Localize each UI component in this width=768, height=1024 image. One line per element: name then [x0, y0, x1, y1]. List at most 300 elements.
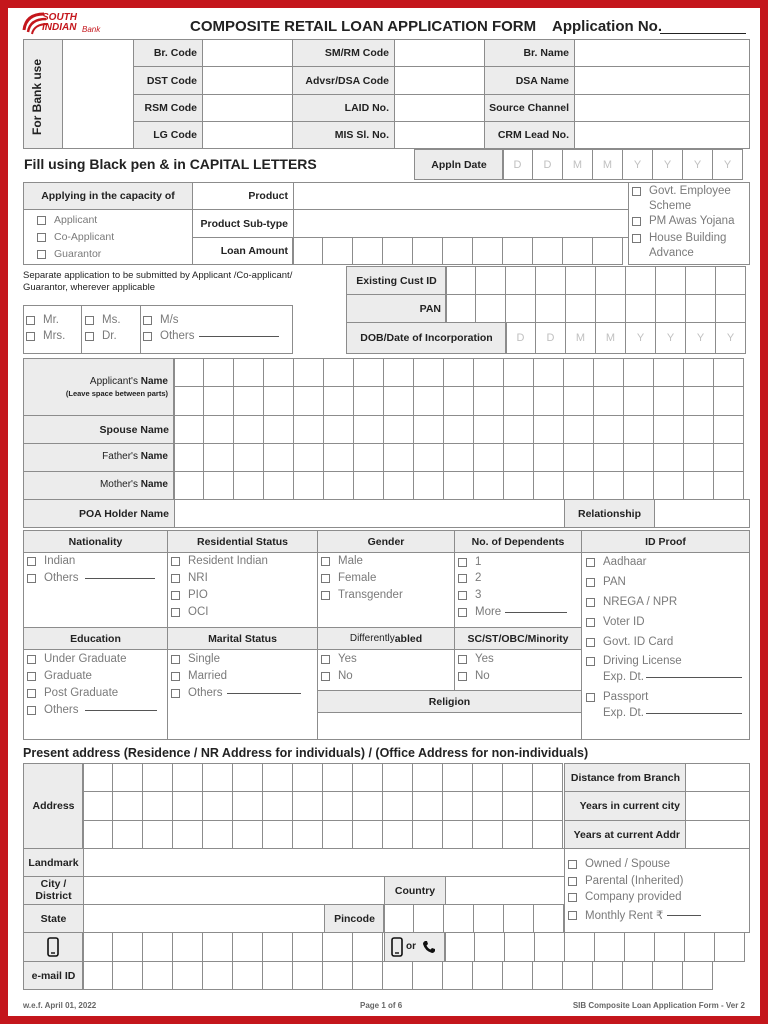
char-box[interactable] — [533, 358, 564, 387]
char-box[interactable] — [322, 961, 353, 990]
checkbox[interactable] — [586, 657, 595, 666]
char-box[interactable] — [112, 763, 143, 792]
char-box[interactable] — [505, 266, 536, 295]
char-box[interactable] — [203, 443, 234, 472]
char-box[interactable] — [173, 386, 204, 416]
char-box[interactable] — [532, 820, 563, 849]
mis-sl-no-field[interactable] — [394, 121, 485, 149]
char-box[interactable] — [172, 820, 203, 849]
date-box[interactable]: Y — [625, 322, 656, 354]
checkbox[interactable] — [632, 234, 641, 243]
poa-holder-field[interactable] — [174, 499, 565, 528]
char-box[interactable] — [323, 386, 354, 416]
char-box[interactable] — [232, 763, 263, 792]
digit-box[interactable] — [202, 932, 233, 962]
char-box[interactable] — [563, 358, 594, 387]
char-box[interactable] — [82, 763, 113, 792]
char-box[interactable] — [323, 415, 354, 444]
own-parental[interactable] — [568, 875, 683, 887]
checkbox[interactable] — [458, 558, 467, 567]
residential-nri[interactable] — [171, 572, 208, 584]
exp-line[interactable] — [646, 713, 742, 714]
years-city-field[interactable] — [685, 791, 750, 821]
gender-transgender[interactable] — [321, 589, 403, 601]
char-box[interactable] — [535, 266, 566, 295]
checkbox[interactable] — [458, 591, 467, 600]
existing-cust-id-boxes[interactable] — [446, 266, 746, 295]
char-box[interactable] — [713, 471, 744, 500]
address-boxes[interactable] — [83, 763, 568, 792]
nationality-indian[interactable] — [27, 555, 75, 567]
phone-boxes[interactable] — [445, 932, 745, 962]
religion-field[interactable] — [317, 712, 582, 740]
char-box[interactable] — [595, 266, 626, 295]
char-box[interactable] — [475, 266, 506, 295]
char-box[interactable] — [112, 791, 143, 821]
char-box[interactable] — [655, 294, 686, 323]
father-name-boxes[interactable] — [174, 443, 744, 472]
char-box[interactable] — [445, 294, 476, 323]
dependents-1[interactable] — [458, 556, 481, 568]
char-box[interactable] — [685, 266, 716, 295]
digit-box[interactable] — [82, 932, 113, 962]
digit-box[interactable] — [383, 904, 414, 933]
char-box[interactable] — [263, 443, 294, 472]
char-box[interactable] — [625, 266, 656, 295]
char-box[interactable] — [593, 471, 624, 500]
digit-box[interactable] — [533, 904, 564, 933]
sm-rm-code-field[interactable] — [394, 39, 485, 67]
checkbox[interactable] — [171, 591, 180, 600]
char-box[interactable] — [352, 763, 383, 792]
char-box[interactable] — [503, 358, 534, 387]
checkbox[interactable] — [586, 638, 595, 647]
dsa-name-field[interactable] — [574, 66, 750, 95]
char-box[interactable] — [203, 358, 234, 387]
char-box[interactable] — [293, 358, 324, 387]
driving-license-exp[interactable] — [603, 671, 742, 683]
checkbox[interactable] — [568, 877, 577, 886]
diff-yes[interactable] — [321, 653, 357, 665]
dob-boxes[interactable] — [506, 322, 746, 354]
checkbox[interactable] — [586, 598, 595, 607]
digit-box[interactable] — [443, 904, 474, 933]
checkbox[interactable] — [27, 574, 36, 583]
checkbox[interactable] — [568, 893, 577, 902]
char-box[interactable] — [413, 443, 444, 472]
char-box[interactable] — [263, 471, 294, 500]
char-box[interactable] — [292, 791, 323, 821]
char-box[interactable] — [82, 791, 113, 821]
char-box[interactable] — [263, 415, 294, 444]
date-box[interactable]: Y — [622, 149, 653, 180]
digit-box[interactable] — [442, 237, 473, 265]
crm-lead-no-field[interactable] — [574, 121, 750, 149]
checkbox[interactable] — [37, 216, 46, 225]
checkbox[interactable] — [143, 332, 152, 341]
br-code-field[interactable] — [202, 39, 293, 67]
digit-box[interactable] — [413, 904, 444, 933]
char-box[interactable] — [653, 471, 684, 500]
char-box[interactable] — [353, 358, 384, 387]
checkbox[interactable] — [586, 558, 595, 567]
char-box[interactable] — [443, 415, 474, 444]
char-box[interactable] — [592, 961, 623, 990]
more-line[interactable] — [505, 612, 567, 613]
edu-graduate[interactable] — [27, 670, 92, 682]
char-box[interactable] — [383, 471, 414, 500]
id-driving-license[interactable] — [586, 655, 682, 667]
title-ms-company[interactable] — [143, 314, 179, 326]
lg-code-field[interactable] — [202, 121, 293, 149]
char-box[interactable] — [682, 961, 713, 990]
char-box[interactable] — [565, 294, 596, 323]
char-box[interactable] — [505, 294, 536, 323]
char-box[interactable] — [653, 415, 684, 444]
char-box[interactable] — [502, 820, 533, 849]
char-box[interactable] — [383, 358, 414, 387]
char-box[interactable] — [413, 386, 444, 416]
passport-exp[interactable] — [603, 707, 742, 719]
char-box[interactable] — [262, 791, 293, 821]
char-box[interactable] — [563, 415, 594, 444]
char-box[interactable] — [382, 791, 413, 821]
char-box[interactable] — [533, 443, 564, 472]
distance-branch-field[interactable] — [685, 763, 750, 792]
checkbox[interactable] — [321, 574, 330, 583]
checkbox[interactable] — [85, 332, 94, 341]
checkbox[interactable] — [586, 578, 595, 587]
char-box[interactable] — [473, 358, 504, 387]
char-box[interactable] — [413, 358, 444, 387]
char-box[interactable] — [685, 294, 716, 323]
char-box[interactable] — [502, 763, 533, 792]
capacity-co-applicant[interactable] — [37, 231, 114, 243]
char-box[interactable] — [472, 961, 503, 990]
char-box[interactable] — [82, 961, 113, 990]
char-box[interactable] — [293, 386, 324, 416]
char-box[interactable] — [443, 443, 474, 472]
char-box[interactable] — [233, 471, 264, 500]
date-box[interactable]: D — [505, 322, 536, 354]
checkbox[interactable] — [37, 233, 46, 242]
residential-pio[interactable] — [171, 589, 208, 601]
digit-box[interactable] — [232, 932, 263, 962]
checkbox[interactable] — [568, 911, 577, 920]
digit-box[interactable] — [473, 904, 504, 933]
char-box[interactable] — [322, 791, 353, 821]
char-box[interactable] — [203, 415, 234, 444]
char-box[interactable] — [172, 763, 203, 792]
date-box[interactable]: Y — [685, 322, 716, 354]
digit-box[interactable] — [322, 237, 353, 265]
dependents-more[interactable] — [458, 606, 567, 618]
char-box[interactable] — [352, 820, 383, 849]
state-field[interactable] — [83, 904, 325, 933]
char-box[interactable] — [715, 266, 746, 295]
char-box[interactable] — [562, 961, 593, 990]
applicant-name-boxes[interactable] — [174, 358, 754, 387]
digit-box[interactable] — [594, 932, 625, 962]
char-box[interactable] — [352, 791, 383, 821]
char-box[interactable] — [503, 443, 534, 472]
checkbox[interactable] — [27, 689, 36, 698]
date-box[interactable]: D — [532, 149, 563, 180]
char-box[interactable] — [382, 763, 413, 792]
char-box[interactable] — [503, 415, 534, 444]
edu-post-graduate[interactable] — [27, 687, 118, 699]
capacity-applicant[interactable] — [37, 214, 97, 226]
mother-name-boxes[interactable] — [174, 471, 744, 500]
char-box[interactable] — [653, 386, 684, 416]
char-box[interactable] — [233, 443, 264, 472]
dependents-3[interactable] — [458, 589, 481, 601]
checkbox[interactable] — [632, 187, 641, 196]
id-passport[interactable] — [586, 691, 648, 703]
char-box[interactable] — [502, 791, 533, 821]
char-box[interactable] — [595, 294, 626, 323]
checkbox[interactable] — [171, 689, 180, 698]
char-box[interactable] — [653, 443, 684, 472]
digit-box[interactable] — [592, 237, 623, 265]
checkbox[interactable] — [321, 591, 330, 600]
years-addr-field[interactable] — [685, 820, 750, 849]
scheme-govt-employee[interactable] — [632, 185, 731, 197]
digit-box[interactable] — [503, 904, 534, 933]
char-box[interactable] — [413, 471, 444, 500]
char-box[interactable] — [472, 791, 503, 821]
char-box[interactable] — [593, 358, 624, 387]
advsr-dsa-code-field[interactable] — [394, 66, 485, 95]
char-box[interactable] — [683, 358, 714, 387]
char-box[interactable] — [445, 266, 476, 295]
digit-box[interactable] — [142, 932, 173, 962]
char-box[interactable] — [383, 386, 414, 416]
checkbox[interactable] — [171, 608, 180, 617]
char-box[interactable] — [202, 763, 233, 792]
char-box[interactable] — [323, 471, 354, 500]
char-box[interactable] — [292, 820, 323, 849]
scheme-house-building[interactable] — [632, 232, 726, 244]
char-box[interactable] — [412, 763, 443, 792]
digit-box[interactable] — [262, 932, 293, 962]
spouse-name-boxes[interactable] — [174, 415, 744, 444]
char-box[interactable] — [412, 791, 443, 821]
char-box[interactable] — [293, 415, 324, 444]
own-company[interactable] — [568, 891, 682, 903]
diff-no[interactable] — [321, 670, 353, 682]
date-box[interactable]: Y — [682, 149, 713, 180]
gender-male[interactable] — [321, 555, 363, 567]
appln-date-boxes[interactable] — [503, 149, 743, 180]
digit-box[interactable] — [504, 932, 535, 962]
char-box[interactable] — [142, 820, 173, 849]
checkbox[interactable] — [171, 655, 180, 664]
date-box[interactable]: M — [595, 322, 626, 354]
marital-others[interactable] — [171, 687, 301, 699]
digit-box[interactable] — [444, 932, 475, 962]
digit-box[interactable] — [292, 932, 323, 962]
checkbox[interactable] — [458, 655, 467, 664]
char-box[interactable] — [413, 415, 444, 444]
char-box[interactable] — [352, 961, 383, 990]
checkbox[interactable] — [171, 574, 180, 583]
char-box[interactable] — [202, 961, 233, 990]
char-box[interactable] — [293, 471, 324, 500]
checkbox[interactable] — [27, 557, 36, 566]
dst-code-field[interactable] — [202, 66, 293, 95]
checkbox[interactable] — [27, 706, 36, 715]
char-box[interactable] — [593, 386, 624, 416]
char-box[interactable] — [142, 763, 173, 792]
char-box[interactable] — [472, 820, 503, 849]
char-box[interactable] — [292, 961, 323, 990]
char-box[interactable] — [293, 443, 324, 472]
char-box[interactable] — [353, 386, 384, 416]
date-box[interactable]: D — [535, 322, 566, 354]
char-box[interactable] — [262, 820, 293, 849]
digit-box[interactable] — [532, 237, 563, 265]
char-box[interactable] — [533, 386, 564, 416]
gender-female[interactable] — [321, 572, 376, 584]
sc-yes[interactable] — [458, 653, 494, 665]
char-box[interactable] — [593, 415, 624, 444]
char-box[interactable] — [533, 415, 564, 444]
char-box[interactable] — [353, 415, 384, 444]
digit-box[interactable] — [382, 237, 413, 265]
id-pan[interactable] — [586, 576, 626, 588]
char-box[interactable] — [203, 471, 234, 500]
digit-box[interactable] — [474, 932, 505, 962]
char-box[interactable] — [263, 386, 294, 416]
scheme-pm-awas[interactable] — [632, 215, 734, 227]
char-box[interactable] — [232, 961, 263, 990]
char-box[interactable] — [383, 443, 414, 472]
digit-box[interactable] — [412, 237, 443, 265]
char-box[interactable] — [443, 358, 474, 387]
own-owned-spouse[interactable] — [568, 858, 670, 870]
loan-amount-boxes[interactable] — [293, 237, 623, 265]
rsm-code-field[interactable] — [202, 94, 293, 122]
char-box[interactable] — [412, 961, 443, 990]
char-box[interactable] — [112, 961, 143, 990]
char-box[interactable] — [412, 820, 443, 849]
checkbox[interactable] — [26, 316, 35, 325]
char-box[interactable] — [502, 961, 533, 990]
digit-box[interactable] — [472, 237, 503, 265]
char-box[interactable] — [382, 961, 413, 990]
char-box[interactable] — [112, 820, 143, 849]
pincode-boxes[interactable] — [384, 904, 564, 933]
applicant-name-boxes-row2[interactable] — [174, 386, 744, 416]
char-box[interactable] — [563, 386, 594, 416]
char-box[interactable] — [442, 961, 473, 990]
char-box[interactable] — [172, 791, 203, 821]
mobile-boxes[interactable] — [83, 932, 383, 962]
char-box[interactable] — [292, 763, 323, 792]
char-box[interactable] — [683, 415, 714, 444]
char-box[interactable] — [473, 415, 504, 444]
others-line[interactable] — [85, 578, 155, 579]
char-box[interactable] — [713, 386, 744, 416]
sc-no[interactable] — [458, 670, 490, 682]
char-box[interactable] — [683, 471, 714, 500]
checkbox[interactable] — [321, 672, 330, 681]
char-box[interactable] — [563, 471, 594, 500]
date-box[interactable]: Y — [655, 322, 686, 354]
char-box[interactable] — [683, 443, 714, 472]
char-box[interactable] — [232, 791, 263, 821]
char-box[interactable] — [623, 443, 654, 472]
checkbox[interactable] — [26, 332, 35, 341]
char-box[interactable] — [593, 443, 624, 472]
date-box[interactable]: Y — [712, 149, 743, 180]
digit-box[interactable] — [172, 932, 203, 962]
char-box[interactable] — [532, 961, 563, 990]
checkbox[interactable] — [171, 557, 180, 566]
digit-box[interactable] — [292, 237, 323, 265]
char-box[interactable] — [173, 471, 204, 500]
title-ms[interactable] — [85, 314, 121, 326]
char-box[interactable] — [322, 763, 353, 792]
br-name-field[interactable] — [574, 39, 750, 67]
marital-married[interactable] — [171, 670, 227, 682]
nationality-others[interactable] — [27, 572, 155, 584]
char-box[interactable] — [172, 961, 203, 990]
char-box[interactable] — [713, 415, 744, 444]
char-box[interactable] — [443, 471, 474, 500]
char-box[interactable] — [472, 763, 503, 792]
city-field[interactable] — [83, 876, 385, 905]
char-box[interactable] — [563, 443, 594, 472]
char-box[interactable] — [353, 471, 384, 500]
checkbox[interactable] — [568, 860, 577, 869]
date-box[interactable]: D — [502, 149, 533, 180]
digit-box[interactable] — [654, 932, 685, 962]
char-box[interactable] — [323, 358, 354, 387]
char-box[interactable] — [233, 358, 264, 387]
digit-box[interactable] — [564, 932, 595, 962]
rent-line[interactable] — [667, 915, 701, 916]
date-box[interactable]: M — [592, 149, 623, 180]
char-box[interactable] — [173, 415, 204, 444]
checkbox[interactable] — [143, 316, 152, 325]
char-box[interactable] — [535, 294, 566, 323]
checkbox[interactable] — [321, 557, 330, 566]
title-others[interactable] — [143, 330, 279, 342]
char-box[interactable] — [622, 961, 653, 990]
relationship-field[interactable] — [654, 499, 750, 528]
char-box[interactable] — [473, 386, 504, 416]
exp-line[interactable] — [646, 677, 742, 678]
char-box[interactable] — [442, 791, 473, 821]
application-no-line[interactable] — [660, 33, 746, 34]
digit-box[interactable] — [684, 932, 715, 962]
date-box[interactable]: Y — [715, 322, 746, 354]
char-box[interactable] — [263, 358, 294, 387]
date-box[interactable]: M — [562, 149, 593, 180]
country-field[interactable] — [445, 876, 565, 905]
checkbox[interactable] — [586, 618, 595, 627]
char-box[interactable] — [565, 266, 596, 295]
address-boxes-row2[interactable] — [83, 791, 563, 821]
char-box[interactable] — [203, 386, 234, 416]
char-box[interactable] — [173, 443, 204, 472]
checkbox[interactable] — [321, 655, 330, 664]
char-box[interactable] — [442, 763, 473, 792]
char-box[interactable] — [262, 763, 293, 792]
digit-box[interactable] — [112, 932, 143, 962]
